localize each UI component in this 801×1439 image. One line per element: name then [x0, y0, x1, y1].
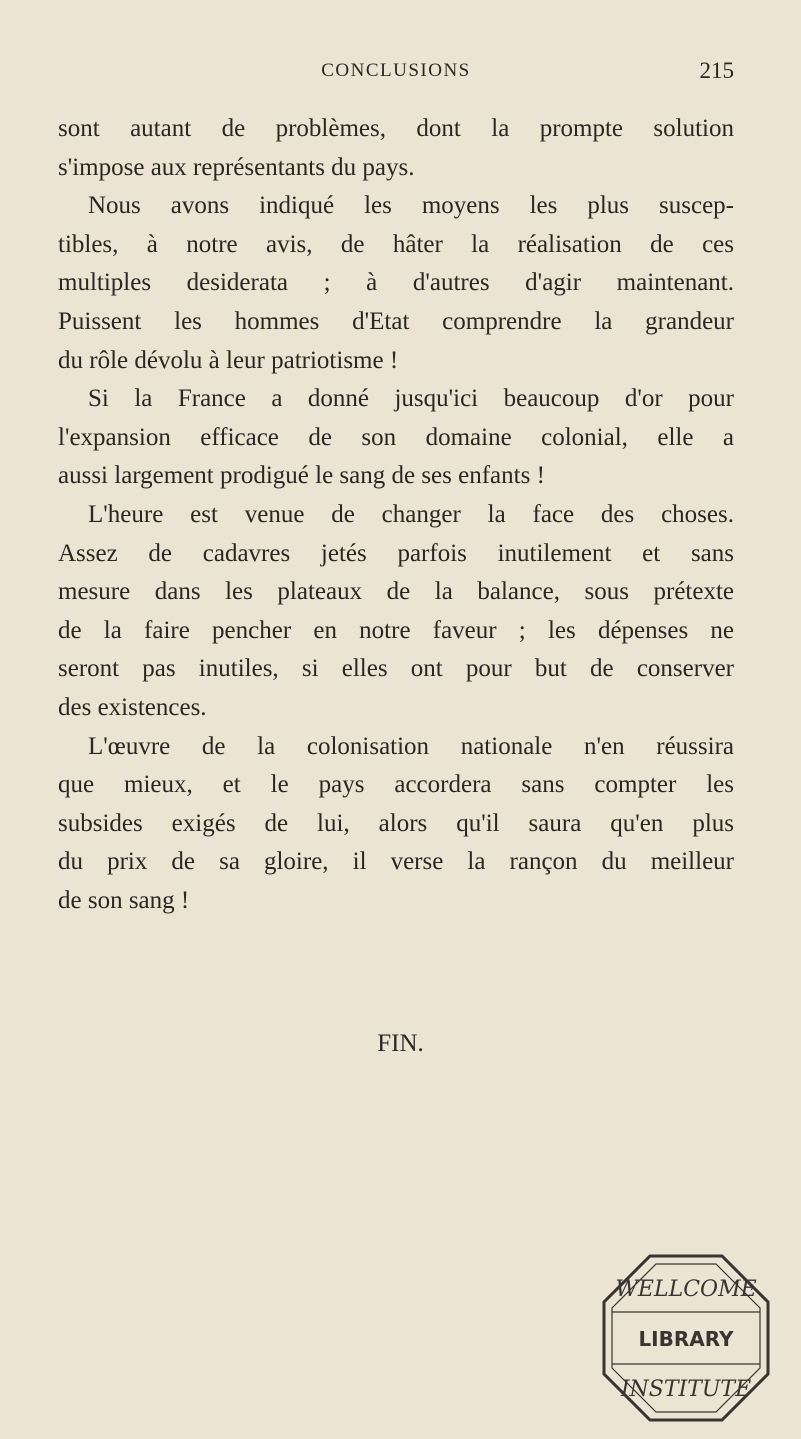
- body-text: [58, 110, 734, 920]
- running-title: CONCLUSIONS: [321, 60, 471, 81]
- end-mark: FIN.: [377, 1030, 424, 1057]
- text-line: l'expansion efficace de son domaine colonial, elle a: [58, 423, 734, 451]
- text-line: Nous avons indiqué les moyens les plus suscep-: [88, 192, 734, 220]
- text-line: tibles, à notre avis, de hâter la réalisation de ces: [58, 230, 734, 258]
- text-line: du prix de sa gloire, il verse la rançon du meilleur: [58, 848, 734, 876]
- text-line: sont autant de problèmes, dont la prompte solution: [58, 115, 734, 142]
- text-line: Si la France a donné jusqu'ici beaucoup d'or pour: [88, 385, 734, 413]
- text-line: de la faire pencher en notre faveur ; les dépenses ne: [58, 616, 734, 644]
- text-line: des existences.: [58, 693, 207, 721]
- text-line: subsides exigés de lui, alors qu'il saura qu'en plus: [58, 809, 734, 837]
- page-number: 215: [699, 58, 734, 83]
- text-line: L'œuvre de la colonisation nationale n'en réussira: [88, 732, 734, 760]
- text-line: du rôle dévolu à leur patriotisme !: [58, 346, 399, 374]
- text-line: Assez de cadavres jetés parfois inutilement et sans: [58, 539, 734, 567]
- text-line: seront pas inutiles, si elles ont pour but de conserver: [58, 655, 734, 683]
- stamp-top-text: WELLCOME: [615, 1277, 757, 1302]
- stamp-bottom-text: INSTITUTE: [620, 1377, 752, 1402]
- text-line: multiples desiderata ; à d'autres d'agir maintenant.: [58, 269, 734, 297]
- library-stamp-icon: [598, 1250, 774, 1426]
- running-head: [58, 60, 734, 88]
- text-line: aussi largement prodigué le sang de ses enfants !: [58, 462, 545, 490]
- text-line: L'heure est venue de changer la face des choses.: [88, 500, 734, 528]
- stamp-middle-text: LIBRARY: [638, 1327, 734, 1351]
- text-line: de son sang !: [58, 886, 190, 914]
- text-line: s'impose aux représentants du pays.: [58, 153, 415, 181]
- text-line: mesure dans les plateaux de la balance, sous prétexte: [58, 578, 734, 606]
- text-line: Puissent les hommes d'Etat comprendre la grandeur: [58, 307, 734, 335]
- text-line: que mieux, et le pays accordera sans compter les: [58, 771, 734, 799]
